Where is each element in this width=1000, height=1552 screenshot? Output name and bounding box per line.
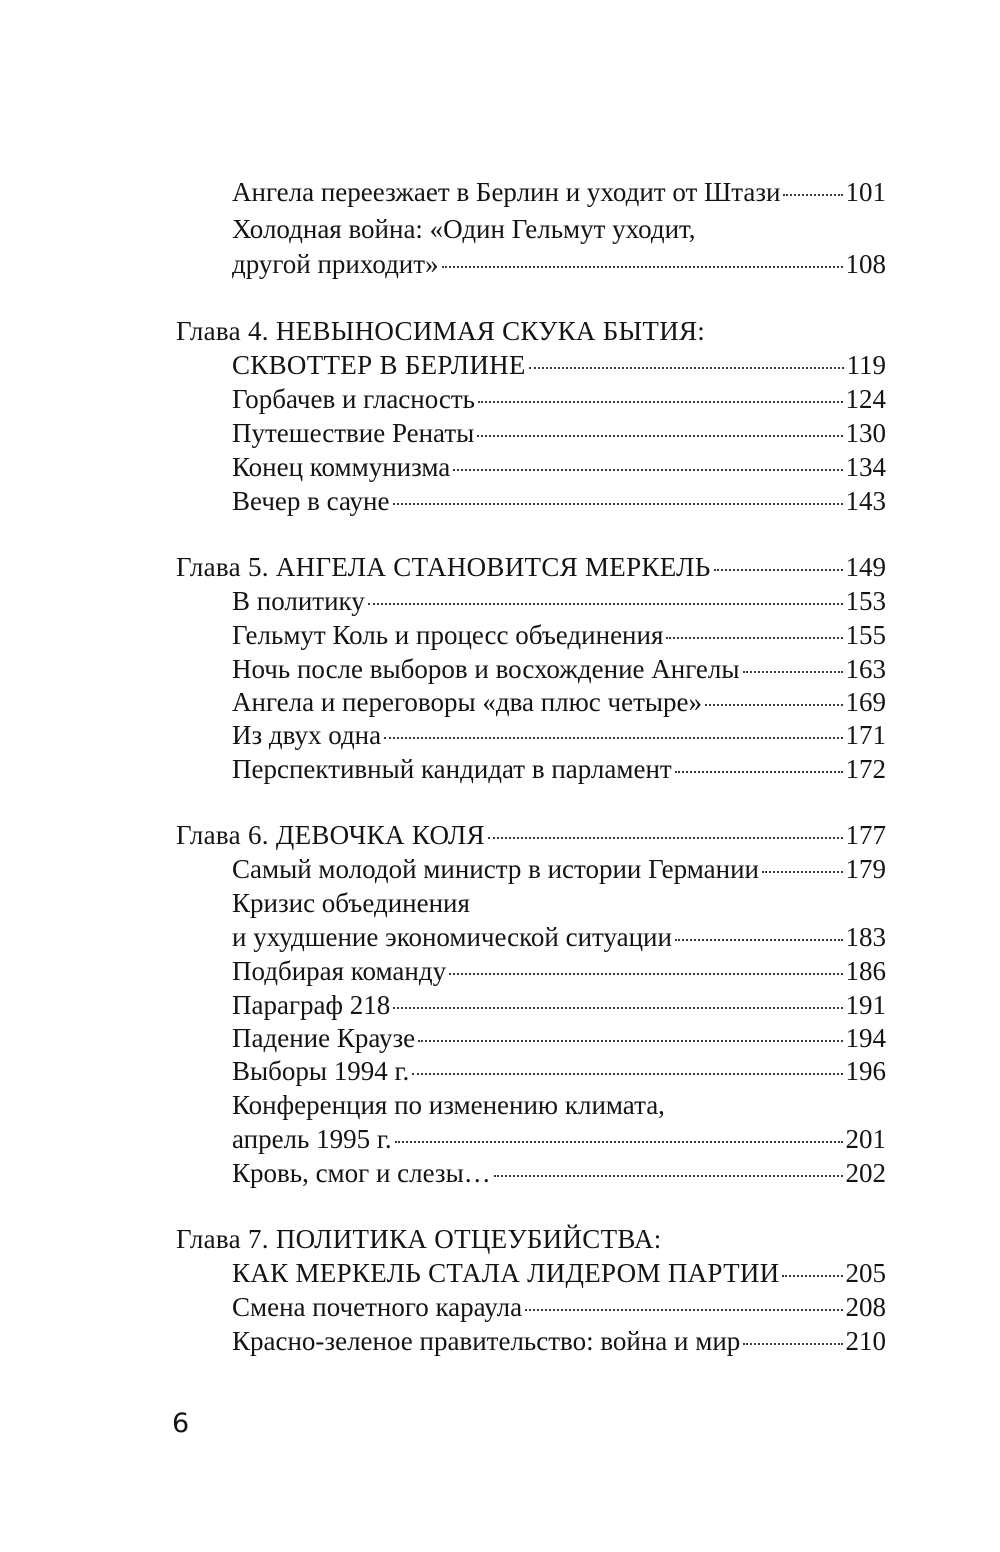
- dot-leader: [494, 1175, 843, 1177]
- dot-leader: [368, 603, 843, 605]
- toc-chapter-title: Глава 5. АНГЕЛА СТАНОВИТСЯ МЕРКЕЛЬ: [176, 552, 711, 582]
- toc-entry-title: Самый молодой министр в истории Германии: [232, 854, 759, 884]
- toc-entry-page: 179: [845, 854, 886, 884]
- toc-entry-title: Ночь после выборов и восхождение Ангелы: [232, 654, 740, 684]
- dot-leader: [666, 637, 842, 639]
- toc-entry-title: Путешествие Ренаты: [232, 418, 475, 448]
- dot-leader: [449, 973, 842, 975]
- toc-entry-title: Красно-зеленое правительство: война и мир: [232, 1326, 741, 1356]
- toc-entry-title: В политику: [232, 586, 365, 616]
- dot-leader: [743, 671, 843, 673]
- toc-entry-page: 101: [845, 177, 886, 207]
- toc-entry-title: Подбирая команду: [232, 956, 447, 986]
- dot-leader: [782, 1275, 842, 1277]
- dot-leader: [675, 939, 843, 941]
- toc-entry-title: Ангела переезжает в Берлин и уходит от Штази: [232, 177, 781, 207]
- toc-entry-page: 153: [845, 586, 886, 616]
- toc-entry-page: 177: [845, 820, 886, 850]
- toc-entry-page: 183: [845, 922, 886, 952]
- toc-entry-page: 143: [845, 486, 886, 516]
- dot-leader: [478, 401, 843, 403]
- dot-leader: [529, 367, 844, 369]
- dot-leader: [395, 1141, 843, 1143]
- toc-entry-title: Смена почетного караула: [232, 1292, 523, 1322]
- toc-entry-page: 196: [845, 1056, 886, 1086]
- toc-entry-page: 186: [845, 956, 886, 986]
- dot-leader: [783, 194, 842, 196]
- toc-entry-page: 155: [845, 620, 886, 650]
- toc-entry-page: 124: [845, 384, 886, 414]
- dot-leader: [384, 737, 842, 739]
- toc-entry-page: 163: [845, 654, 886, 684]
- toc-entry-page: 201: [845, 1124, 886, 1154]
- toc-entry: [232, 172, 886, 212]
- dot-leader: [393, 503, 843, 505]
- dot-leader: [418, 1040, 842, 1042]
- dot-leader: [488, 837, 843, 839]
- toc-entry-title: Из двух одна: [232, 720, 382, 750]
- toc-entry-title: Перспективный кандидат в парламент: [232, 754, 672, 784]
- toc-entry-title: Конец коммунизма: [232, 452, 451, 482]
- toc-entry-title: Вечер в сауне: [232, 486, 390, 516]
- dot-leader: [442, 266, 843, 268]
- toc-entry-title: Падение Краузе: [232, 1023, 416, 1053]
- toc-entry: [232, 1321, 886, 1361]
- toc-entry-page: 134: [845, 452, 886, 482]
- dot-leader: [525, 1309, 842, 1311]
- dot-leader: [393, 1007, 842, 1009]
- toc-entry-page: 119: [846, 350, 886, 380]
- toc-entry-page: 169: [845, 687, 886, 717]
- toc-chapter-title: Глава 7. ПОЛИТИКА ОТЦЕУБИЙСТВА:: [176, 1224, 662, 1254]
- dot-leader: [453, 469, 842, 471]
- toc-entry-title: Ангела и переговоры «два плюс четыре»: [232, 687, 703, 717]
- toc-entry-page: 205: [845, 1258, 886, 1288]
- toc-entry-page: 130: [845, 418, 886, 448]
- toc-entry-title: Кровь, смог и слезы…: [232, 1158, 491, 1188]
- toc-entry-page: 149: [845, 552, 886, 582]
- toc-entry-page: 202: [845, 1158, 886, 1188]
- toc-entry: [232, 749, 886, 789]
- toc-chapter-title: Глава 4. НЕВЫНОСИМАЯ СКУКА БЫТИЯ:: [176, 316, 706, 346]
- toc-chapter-title: СКВОТТЕР В БЕРЛИНЕ: [232, 350, 526, 380]
- toc-entry-page: 210: [845, 1326, 886, 1356]
- toc-entry: [232, 209, 886, 249]
- dot-leader: [412, 1073, 842, 1075]
- toc-chapter-title: КАК МЕРКЕЛЬ СТАЛА ЛИДЕРОМ ПАРТИИ: [232, 1258, 780, 1288]
- toc-entry: [232, 244, 886, 284]
- toc-entry-title: и ухудшение экономической ситуации: [232, 922, 672, 952]
- toc-entry-title: Выборы 1994 г.: [232, 1056, 410, 1086]
- dot-leader: [714, 569, 843, 571]
- toc-entry-page: 172: [845, 754, 886, 784]
- page-number: 6: [172, 1408, 190, 1439]
- toc-entry-page: 194: [845, 1023, 886, 1053]
- toc-chapter-title: Глава 6. ДЕВОЧКА КОЛЯ: [176, 820, 485, 850]
- toc-entry-page: 208: [845, 1292, 886, 1322]
- toc-entry-title: Гельмут Коль и процесс объединения: [232, 620, 664, 650]
- dot-leader: [743, 1343, 842, 1345]
- toc-entry-title: Кризис объединения: [232, 888, 470, 918]
- dot-leader: [705, 704, 842, 706]
- dot-leader: [675, 771, 843, 773]
- dot-leader: [477, 435, 842, 437]
- toc-entry: [232, 1153, 886, 1193]
- toc-entry-title: Параграф 218: [232, 990, 391, 1020]
- toc-entry: [232, 481, 886, 521]
- toc-entry-title: Холодная война: «Один Гельмут уходит,: [232, 214, 696, 244]
- toc-entry-title: Конференция по изменению климата,: [232, 1090, 665, 1120]
- toc-entry-title: Горбачев и гласность: [232, 384, 475, 414]
- toc-entry-title: апрель 1995 г.: [232, 1124, 392, 1154]
- toc-entry-page: 191: [845, 990, 886, 1020]
- toc-entry-title: другой приходит»: [232, 249, 439, 279]
- toc-entry-page: 171: [845, 720, 886, 750]
- toc-entry-page: 108: [845, 249, 886, 279]
- dot-leader: [762, 871, 843, 873]
